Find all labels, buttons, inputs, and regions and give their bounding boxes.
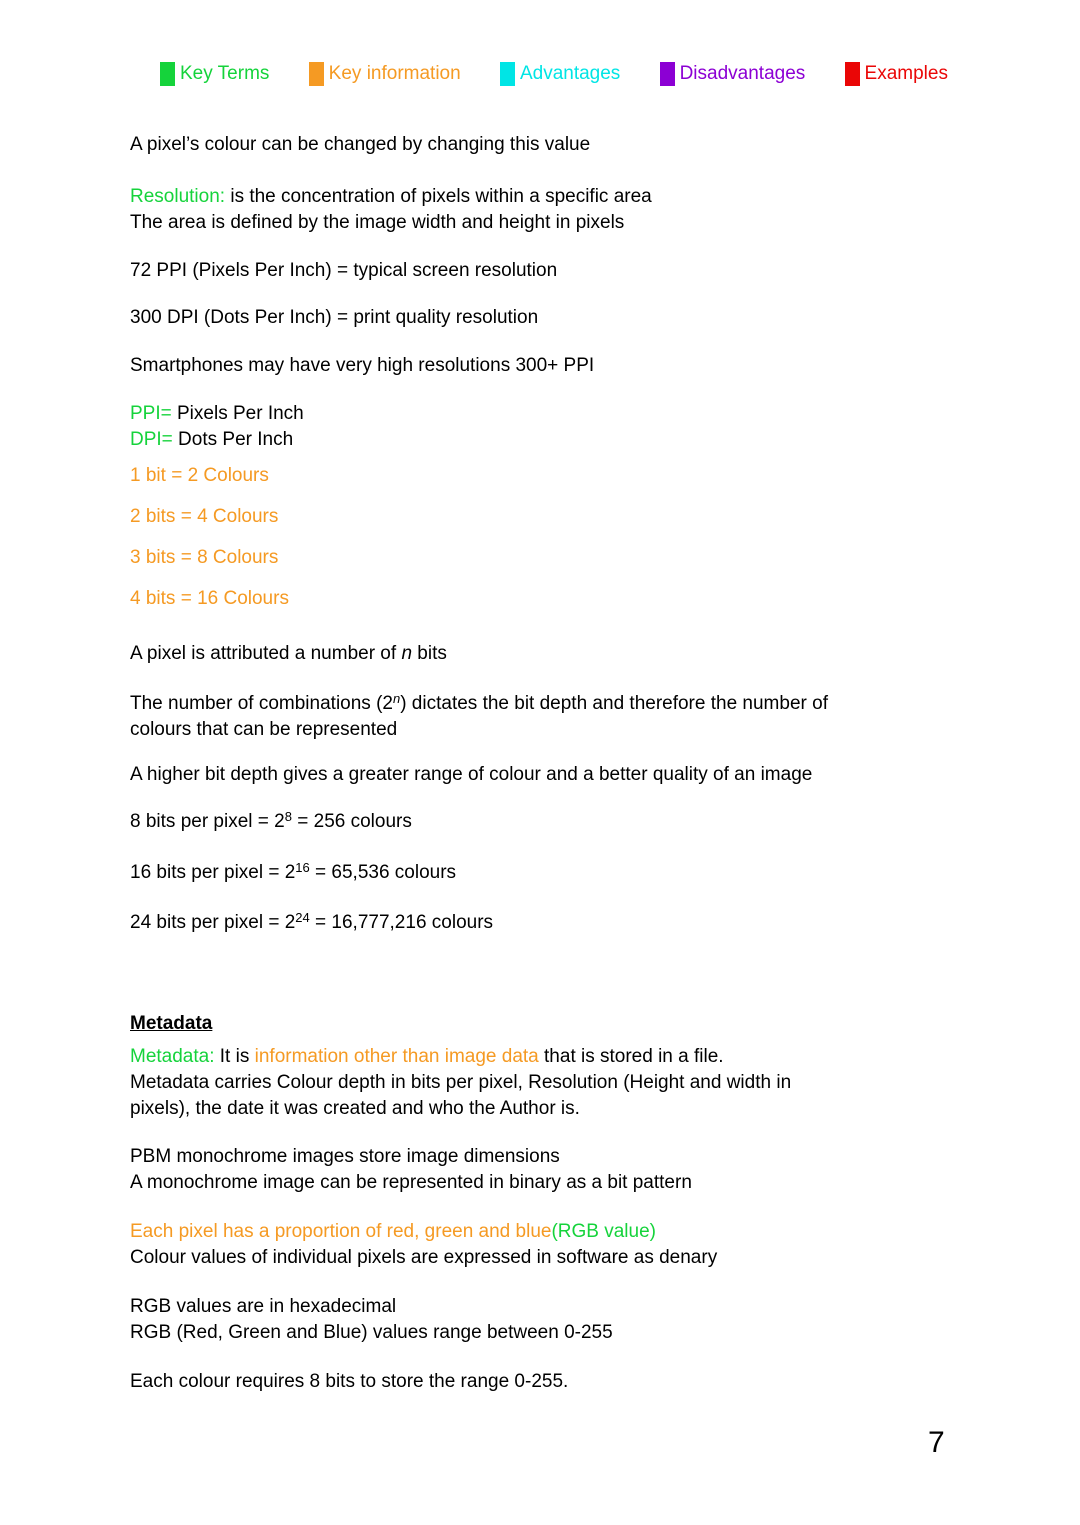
text-segment: 300 DPI (Dots Per Inch) = print quality resolution bbox=[130, 307, 539, 328]
key-term-resolution: Resolution: bbox=[130, 186, 226, 207]
line-16-bits-per-pixel bbox=[130, 860, 456, 886]
line-metadata-definition bbox=[130, 1044, 724, 1070]
legend-swatch-icon bbox=[660, 62, 675, 86]
text-segment: It is bbox=[214, 1046, 255, 1067]
superscript-24: 24 bbox=[295, 909, 310, 925]
legend bbox=[160, 62, 948, 86]
line-rgb-range bbox=[130, 1320, 613, 1346]
key-term-ppi: PPI= bbox=[130, 403, 172, 424]
line-rgb-proportion bbox=[130, 1219, 656, 1245]
text-segment: 3 bits = 8 Colours bbox=[130, 547, 279, 568]
text-segment: Pixels Per Inch bbox=[171, 403, 304, 424]
superscript-8: 8 bbox=[284, 808, 292, 824]
text-segment: PBM monochrome images store image dimensions bbox=[130, 1146, 560, 1167]
superscript-n: n bbox=[392, 690, 401, 706]
key-term-rgb-value: (RGB value) bbox=[551, 1221, 656, 1242]
text-segment: The number of combinations (2 bbox=[130, 693, 393, 714]
line-combinations-1 bbox=[130, 691, 828, 717]
key-term-dpi: DPI= bbox=[130, 429, 173, 450]
text-segment: bits bbox=[412, 643, 447, 664]
text-segment: Each colour requires 8 bits to store the range 0-255. bbox=[130, 1371, 569, 1392]
line-3-bits-colours bbox=[130, 545, 278, 571]
line-ppi-abbreviation bbox=[130, 401, 304, 427]
metadata-heading bbox=[130, 1011, 212, 1037]
text-segment: is the concentration of pixels within a specific area bbox=[225, 186, 652, 207]
line-72-ppi bbox=[130, 258, 557, 284]
line-300-dpi bbox=[130, 305, 538, 331]
line-resolution-definition bbox=[130, 184, 652, 210]
line-2-bits-colours bbox=[130, 504, 278, 530]
text-segment: 8 bits per pixel = 2 bbox=[130, 811, 285, 832]
line-metadata-carries-2 bbox=[130, 1096, 580, 1122]
text-segment: colours that can be represented bbox=[130, 719, 398, 740]
line-24-bits-per-pixel bbox=[130, 910, 493, 936]
legend-swatch-icon bbox=[500, 62, 515, 86]
page-number: 7 bbox=[928, 1426, 945, 1459]
line-monochrome-binary bbox=[130, 1170, 692, 1196]
text-segment: Metadata carries Colour depth in bits per pixel, Resolution (Height and width in bbox=[130, 1072, 792, 1093]
text-segment: A higher bit depth gives a greater range of colour and a better quality of an image bbox=[130, 764, 813, 785]
key-term-metadata: Metadata: bbox=[130, 1046, 215, 1067]
text-segment: RGB (Red, Green and Blue) values range between 0-255 bbox=[130, 1322, 613, 1343]
line-colour-values-denary bbox=[130, 1245, 717, 1271]
line-higher-bit-depth bbox=[130, 762, 812, 788]
text-segment: 16 bits per pixel = 2 bbox=[130, 862, 296, 883]
text-segment: Dots Per Inch bbox=[172, 429, 294, 450]
line-pbm-monochrome bbox=[130, 1144, 560, 1170]
line-metadata-carries-1 bbox=[130, 1070, 791, 1096]
legend-label: Examples bbox=[864, 63, 948, 84]
legend-swatch-icon bbox=[309, 62, 324, 86]
line-1-bit-colours bbox=[130, 463, 269, 489]
text-segment: 2 bits = 4 Colours bbox=[130, 506, 279, 527]
heading-text: Metadata bbox=[130, 1013, 213, 1034]
legend-swatch-icon bbox=[845, 62, 860, 86]
legend-label: Key information bbox=[328, 63, 461, 84]
legend-item-examples bbox=[845, 62, 948, 86]
text-segment: 4 bits = 16 Colours bbox=[130, 588, 289, 609]
key-information-segment: Each pixel has a proportion of red, green and blue bbox=[130, 1221, 552, 1242]
legend-label: Advantages bbox=[519, 63, 621, 84]
text-segment: RGB values are in hexadecimal bbox=[130, 1296, 397, 1317]
text-segment: A pixel is attributed a number of bbox=[130, 643, 402, 664]
legend-swatch-icon bbox=[160, 62, 175, 86]
text-segment: 72 PPI (Pixels Per Inch) = typical screen resolution bbox=[130, 260, 558, 281]
legend-item-key-information bbox=[309, 62, 461, 86]
text-segment: Smartphones may have very high resolutions 300+ PPI bbox=[130, 355, 595, 376]
text-segment: Colour values of individual pixels are expressed in software as denary bbox=[130, 1247, 718, 1268]
text-segment: = 16,777,216 colours bbox=[309, 912, 494, 933]
line-dpi-abbreviation bbox=[130, 427, 293, 453]
variable-n: n bbox=[401, 643, 413, 664]
text-segment: The area is defined by the image width and height in pixels bbox=[130, 212, 625, 233]
key-information-segment: information other than image data bbox=[254, 1046, 539, 1067]
legend-item-disadvantages bbox=[660, 62, 806, 86]
text-segment: 1 bit = 2 Colours bbox=[130, 465, 269, 486]
line-colour-8-bits bbox=[130, 1369, 568, 1395]
text-segment: that is stored in a file. bbox=[538, 1046, 724, 1067]
superscript-16: 16 bbox=[295, 859, 310, 875]
line-rgb-hexadecimal bbox=[130, 1294, 396, 1320]
line-smartphone-resolution bbox=[130, 353, 594, 379]
text-segment: pixels), the date it was created and who the Author is. bbox=[130, 1098, 580, 1119]
line-8-bits-per-pixel bbox=[130, 809, 412, 835]
text-segment: = 65,536 colours bbox=[309, 862, 457, 883]
legend-item-key-terms bbox=[160, 62, 269, 86]
text-segment: A pixel’s colour can be changed by changing this value bbox=[130, 134, 591, 155]
legend-label: Key Terms bbox=[180, 63, 270, 84]
legend-label: Disadvantages bbox=[679, 63, 806, 84]
line-pixel-colour-value bbox=[130, 132, 590, 158]
text-segment: 24 bits per pixel = 2 bbox=[130, 912, 296, 933]
line-4-bits-colours bbox=[130, 586, 289, 612]
text-segment: = 256 colours bbox=[291, 811, 412, 832]
line-area-definition bbox=[130, 210, 624, 236]
text-segment: ) dictates the bit depth and therefore the number of bbox=[400, 693, 828, 714]
legend-item-advantages bbox=[500, 62, 620, 86]
line-combinations-2 bbox=[130, 717, 397, 743]
text-segment: A monochrome image can be represented in binary as a bit pattern bbox=[130, 1172, 692, 1193]
line-pixel-n-bits bbox=[130, 641, 447, 667]
